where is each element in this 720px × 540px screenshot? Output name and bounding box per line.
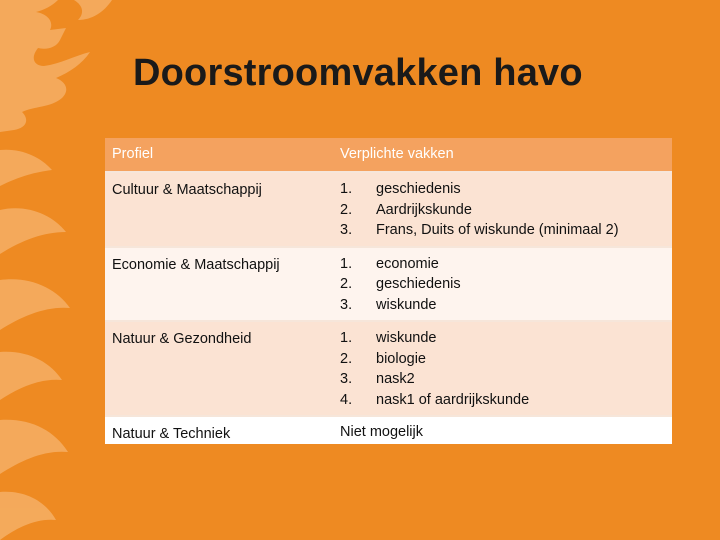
subject-list [340, 322, 672, 415]
slide-title: Doorstroomvakken havo [133, 52, 583, 94]
list-item [340, 200, 672, 221]
list-item [340, 295, 672, 316]
subject-list [340, 173, 672, 246]
item-number: 2. [340, 201, 353, 218]
table-row [105, 172, 672, 247]
item-text: biologie [376, 350, 426, 367]
list-item [340, 179, 672, 200]
list-item [340, 274, 672, 295]
list-item [340, 220, 672, 241]
item-number: 1. [340, 181, 353, 197]
item-text: nask1 of aardrijkskunde [376, 391, 530, 408]
table-row [105, 321, 672, 416]
item-number: 1. [340, 330, 353, 346]
table-row [105, 247, 672, 322]
profile-cell: Cultuur & Maatschappij [105, 172, 337, 247]
list-item [340, 369, 672, 390]
subjects-cell [337, 321, 672, 416]
item-number: 3. [340, 371, 353, 387]
list-item [340, 349, 672, 370]
subjects-cell: Niet mogelijk [337, 416, 672, 444]
item-text: economie [376, 255, 439, 272]
item-number: 4. [340, 391, 353, 408]
item-number: 3. [340, 296, 353, 313]
item-number: 3. [340, 222, 353, 238]
item-text: geschiedenis [376, 276, 461, 292]
list-item [340, 254, 672, 275]
item-text: geschiedenis [376, 181, 461, 197]
subjects-cell [337, 247, 672, 322]
item-text: Aardrijkskunde [376, 201, 472, 218]
item-number: 2. [340, 276, 353, 292]
subject-list [340, 248, 672, 321]
table-header-row [105, 138, 672, 172]
profiles-table [105, 138, 672, 444]
item-text: wiskunde [376, 330, 437, 346]
header-subjects: Verplichte vakken [337, 138, 672, 172]
item-text: nask2 [376, 371, 415, 387]
profile-cell: Natuur & Techniek [105, 416, 337, 444]
item-number: 2. [340, 350, 353, 367]
table-row [105, 416, 672, 444]
subjects-cell [337, 172, 672, 247]
item-text: wiskunde [376, 296, 437, 313]
list-item [340, 390, 672, 411]
profile-cell: Natuur & Gezondheid [105, 321, 337, 416]
profile-cell: Economie & Maatschappij [105, 247, 337, 322]
item-text: Frans, Duits of wiskunde (minimaal 2) [376, 222, 619, 238]
header-profile: Profiel [105, 138, 337, 172]
item-number: 1. [340, 255, 353, 272]
list-item [340, 328, 672, 349]
